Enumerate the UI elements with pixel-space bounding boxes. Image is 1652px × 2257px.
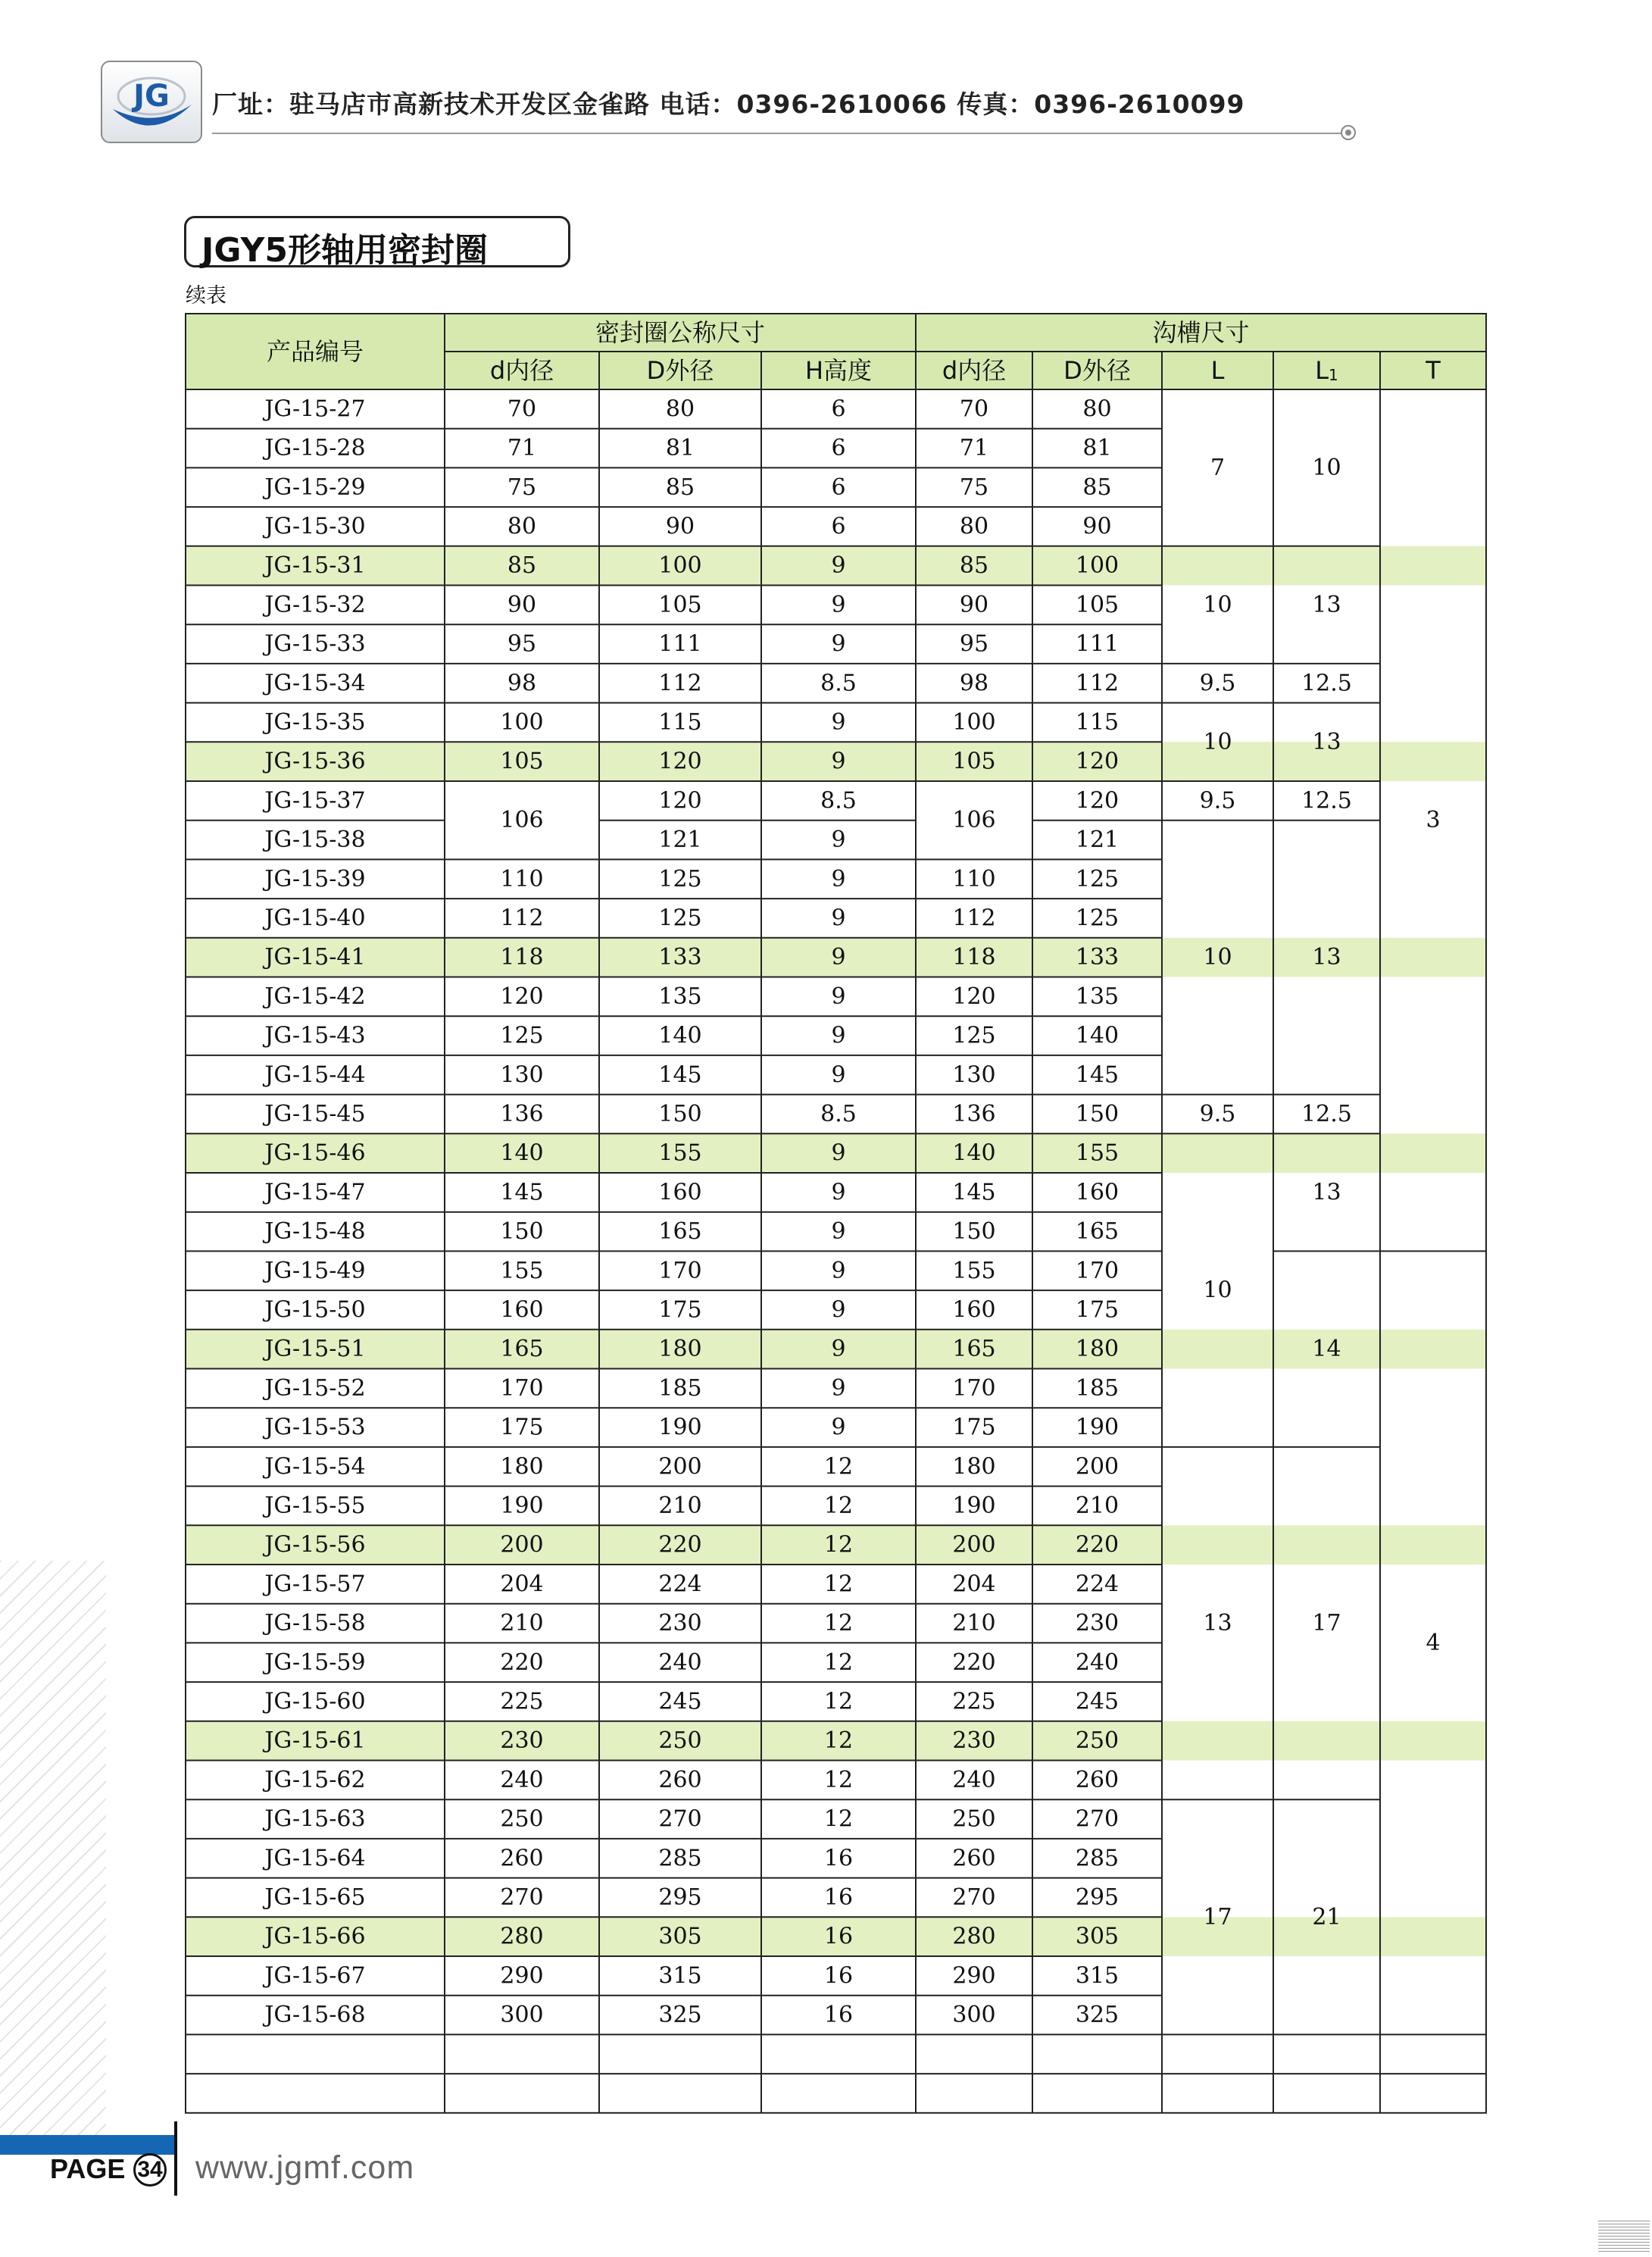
size-cell: 136 <box>952 1100 996 1127</box>
groove-L1-cell: 12.5 <box>1301 670 1352 697</box>
size-cell: 121 <box>658 827 702 854</box>
size-cell: 118 <box>952 944 996 971</box>
size-cell: 120 <box>658 787 702 814</box>
size-cell: 155 <box>1075 1139 1120 1167</box>
size-cell: 245 <box>658 1688 702 1715</box>
size-cell: 6 <box>831 435 846 462</box>
product-code-cell: JG-15-41 <box>264 944 366 971</box>
product-code-cell: JG-15-58 <box>264 1610 366 1637</box>
product-code-cell: JG-15-56 <box>264 1531 366 1558</box>
size-cell: 106 <box>500 807 544 834</box>
groove-L-cell: 7 <box>1210 454 1226 481</box>
size-cell: 8.5 <box>820 1100 857 1127</box>
size-cell: 180 <box>658 1336 702 1363</box>
size-cell: 90 <box>1082 513 1112 540</box>
groove-L1-cell: 12.5 <box>1301 1100 1352 1127</box>
size-cell: 110 <box>500 865 544 892</box>
size-cell: 100 <box>1075 552 1120 580</box>
size-cell: 16 <box>823 1962 854 1990</box>
size-cell: 240 <box>658 1649 702 1676</box>
size-cell: 90 <box>959 591 989 618</box>
size-cell: 70 <box>507 395 537 423</box>
product-code-cell: JG-15-43 <box>264 1022 366 1049</box>
size-cell: 305 <box>1075 1923 1120 1950</box>
size-cell: 230 <box>1075 1610 1120 1637</box>
size-cell: 120 <box>952 983 996 1010</box>
size-cell: 270 <box>1075 1805 1120 1833</box>
size-cell: 140 <box>1075 1022 1120 1049</box>
product-code-cell: JG-15-39 <box>264 865 366 892</box>
footer-divider <box>174 2121 177 2196</box>
size-cell: 170 <box>952 1374 996 1402</box>
product-code-cell: JG-15-50 <box>264 1296 366 1324</box>
size-cell: 200 <box>500 1531 544 1558</box>
logo-text: JG <box>133 79 170 114</box>
size-cell: 81 <box>1082 435 1112 462</box>
size-cell: 98 <box>507 670 537 697</box>
size-cell: 225 <box>952 1688 996 1715</box>
size-cell: 190 <box>952 1492 996 1519</box>
size-cell: 260 <box>500 1845 544 1872</box>
size-cell: 125 <box>952 1022 996 1049</box>
size-cell: 106 <box>952 807 996 834</box>
size-cell: 270 <box>952 1883 996 1911</box>
size-cell: 80 <box>507 513 537 540</box>
decorative-stripes <box>0 1561 106 2137</box>
groove-L-cell: 9.5 <box>1199 787 1236 814</box>
size-cell: 120 <box>658 748 702 775</box>
size-cell: 12 <box>823 1805 854 1833</box>
size-cell: 190 <box>1075 1414 1120 1441</box>
product-code-cell: JG-15-29 <box>264 474 366 501</box>
size-cell: 125 <box>1075 865 1120 892</box>
product-code-cell: JG-15-63 <box>264 1805 366 1833</box>
size-cell: 210 <box>952 1610 996 1637</box>
size-cell: 6 <box>831 474 846 501</box>
size-cell: 85 <box>507 552 537 580</box>
size-cell: 224 <box>1075 1571 1120 1598</box>
size-cell: 210 <box>500 1610 544 1637</box>
product-code-cell: JG-15-59 <box>264 1649 366 1676</box>
size-cell: 133 <box>1075 944 1120 971</box>
size-cell: 9 <box>831 1374 846 1402</box>
continuation-label: 续表 <box>186 284 226 308</box>
size-cell: 170 <box>1075 1257 1120 1284</box>
size-cell: 9 <box>831 552 846 580</box>
size-cell: 315 <box>658 1962 702 1990</box>
size-cell: 260 <box>1075 1766 1120 1793</box>
size-cell: 170 <box>500 1374 544 1402</box>
size-cell: 145 <box>658 1061 702 1089</box>
size-cell: 16 <box>823 2002 854 2029</box>
size-cell: 220 <box>1075 1531 1120 1558</box>
product-code-cell: JG-15-31 <box>264 552 366 580</box>
size-cell: 70 <box>959 395 989 423</box>
size-cell: 80 <box>665 395 695 423</box>
size-cell: 150 <box>658 1100 702 1127</box>
groove-L1-cell: 14 <box>1312 1336 1341 1363</box>
size-cell: 12 <box>823 1571 854 1598</box>
size-cell: 180 <box>952 1453 996 1480</box>
size-cell: 85 <box>959 552 989 580</box>
groove-L1-cell: 17 <box>1312 1610 1341 1637</box>
size-cell: 130 <box>952 1061 996 1089</box>
product-code-cell: JG-15-53 <box>264 1414 366 1441</box>
size-cell: 9 <box>831 708 846 736</box>
product-code-cell: JG-15-35 <box>264 708 366 736</box>
size-cell: 295 <box>658 1883 702 1911</box>
size-cell: 12 <box>823 1688 854 1715</box>
size-cell: 16 <box>823 1883 854 1911</box>
product-code-cell: JG-15-28 <box>264 435 366 462</box>
product-code-cell: JG-15-54 <box>264 1453 366 1480</box>
size-cell: 210 <box>1075 1492 1120 1519</box>
page-label: PAGE <box>50 2153 126 2184</box>
size-cell: 95 <box>959 630 989 658</box>
product-code-cell: JG-15-48 <box>264 1218 366 1246</box>
size-cell: 285 <box>1075 1845 1120 1872</box>
size-cell: 9 <box>831 630 846 658</box>
size-cell: 190 <box>658 1414 702 1441</box>
size-cell: 250 <box>500 1805 544 1833</box>
groove-T-cell: 3 <box>1426 807 1441 834</box>
size-cell: 112 <box>952 905 996 932</box>
website-url: www.jgmf.com <box>195 2149 415 2186</box>
size-cell: 98 <box>959 670 989 697</box>
size-cell: 125 <box>1075 905 1120 932</box>
product-code-cell: JG-15-38 <box>264 827 366 854</box>
header-col-5: D外径 <box>1063 356 1131 385</box>
size-cell: 220 <box>952 1649 996 1676</box>
size-cell: 240 <box>500 1766 544 1793</box>
size-cell: 121 <box>1075 827 1120 854</box>
groove-L1-cell: 13 <box>1312 1179 1341 1206</box>
size-cell: 260 <box>658 1766 702 1793</box>
product-code-cell: JG-15-68 <box>264 2002 366 2029</box>
size-cell: 135 <box>658 983 702 1010</box>
product-code-cell: JG-15-49 <box>264 1257 366 1284</box>
size-cell: 225 <box>500 1688 544 1715</box>
size-cell: 105 <box>658 591 702 618</box>
size-cell: 200 <box>952 1531 996 1558</box>
size-cell: 170 <box>658 1257 702 1284</box>
size-cell: 9 <box>831 1336 846 1363</box>
size-cell: 100 <box>500 708 544 736</box>
size-cell: 8.5 <box>820 670 857 697</box>
size-cell: 260 <box>952 1845 996 1872</box>
product-code-cell: JG-15-30 <box>264 513 366 540</box>
size-cell: 165 <box>952 1336 996 1363</box>
size-cell: 12 <box>823 1766 854 1793</box>
size-cell: 270 <box>500 1883 544 1911</box>
size-cell: 125 <box>500 1022 544 1049</box>
product-code-cell: JG-15-45 <box>264 1100 366 1127</box>
size-cell: 155 <box>658 1139 702 1167</box>
size-cell: 295 <box>1075 1883 1120 1911</box>
size-cell: 120 <box>500 983 544 1010</box>
header-col-3: H高度 <box>804 356 873 385</box>
product-code-cell: JG-15-27 <box>264 395 366 423</box>
groove-L-cell: 17 <box>1203 1903 1232 1930</box>
size-cell: 105 <box>952 748 996 775</box>
product-code-cell: JG-15-40 <box>264 905 366 932</box>
size-cell: 305 <box>658 1923 702 1950</box>
size-cell: 155 <box>500 1257 544 1284</box>
product-code-cell: JG-15-42 <box>264 983 366 1010</box>
product-code-cell: JG-15-57 <box>264 1571 366 1598</box>
header-product-code: 产品编号 <box>266 337 364 366</box>
size-cell: 100 <box>952 708 996 736</box>
product-code-cell: JG-15-60 <box>264 1688 366 1715</box>
size-cell: 210 <box>658 1492 702 1519</box>
size-cell: 85 <box>1082 474 1112 501</box>
size-cell: 300 <box>500 2002 544 2029</box>
size-cell: 165 <box>1075 1218 1120 1246</box>
size-cell: 95 <box>507 630 537 658</box>
product-code-cell: JG-15-46 <box>264 1139 366 1167</box>
size-cell: 230 <box>952 1727 996 1755</box>
size-cell: 325 <box>1075 2002 1120 2029</box>
size-cell: 165 <box>658 1218 702 1246</box>
size-cell: 280 <box>500 1923 544 1950</box>
product-code-cell: JG-15-52 <box>264 1374 366 1402</box>
header-col-6: L <box>1210 356 1225 385</box>
product-code-cell: JG-15-44 <box>264 1061 366 1089</box>
size-cell: 120 <box>1075 748 1120 775</box>
size-cell: 75 <box>959 474 989 501</box>
size-cell: 12 <box>823 1453 854 1480</box>
size-cell: 145 <box>1075 1061 1120 1089</box>
corner-watermark <box>1598 2220 1650 2252</box>
page-title: JGY5形轴用密封圈 <box>201 231 488 270</box>
groove-L-cell: 10 <box>1203 944 1232 971</box>
size-cell: 105 <box>500 748 544 775</box>
product-code-cell: JG-15-37 <box>264 787 366 814</box>
header-col-8: T <box>1426 356 1441 385</box>
size-cell: 190 <box>500 1492 544 1519</box>
size-cell: 175 <box>952 1414 996 1441</box>
size-cell: 175 <box>658 1296 702 1324</box>
size-cell: 250 <box>952 1805 996 1833</box>
size-cell: 71 <box>959 435 989 462</box>
size-cell: 9 <box>831 1061 846 1089</box>
size-cell: 9 <box>831 827 846 854</box>
groove-L1-cell: 21 <box>1312 1903 1341 1930</box>
header-groove-group: 沟槽尺寸 <box>1152 318 1250 347</box>
size-cell: 9 <box>831 591 846 618</box>
size-cell: 12 <box>823 1610 854 1637</box>
groove-L-cell: 9.5 <box>1199 670 1236 697</box>
size-cell: 80 <box>1082 395 1112 423</box>
size-cell: 160 <box>658 1179 702 1206</box>
size-cell: 9 <box>831 1218 846 1246</box>
product-code-cell: JG-15-34 <box>264 670 366 697</box>
size-cell: 16 <box>823 1845 854 1872</box>
size-cell: 185 <box>658 1374 702 1402</box>
size-cell: 315 <box>1075 1962 1120 1990</box>
size-cell: 224 <box>658 1571 702 1598</box>
size-cell: 230 <box>658 1610 702 1637</box>
size-cell: 111 <box>658 630 702 658</box>
groove-L-cell: 10 <box>1203 1277 1232 1304</box>
size-cell: 90 <box>507 591 537 618</box>
size-cell: 112 <box>500 905 544 932</box>
size-cell: 140 <box>500 1139 544 1167</box>
company-contact-line: 厂址：驻马店市高新技术开发区金雀路 电话：0396-2610066 传真：0396-2610099 <box>212 89 1245 119</box>
product-code-cell: JG-15-67 <box>264 1962 366 1990</box>
size-cell: 136 <box>500 1100 544 1127</box>
product-code-cell: JG-15-55 <box>264 1492 366 1519</box>
size-cell: 112 <box>1075 670 1120 697</box>
size-cell: 175 <box>500 1414 544 1441</box>
product-code-cell: JG-15-62 <box>264 1766 366 1793</box>
size-cell: 80 <box>959 513 989 540</box>
size-cell: 204 <box>500 1571 544 1598</box>
size-cell: 90 <box>665 513 695 540</box>
groove-L-cell: 10 <box>1203 591 1232 618</box>
size-cell: 71 <box>507 435 537 462</box>
size-cell: 250 <box>1075 1727 1120 1755</box>
size-cell: 300 <box>952 2002 996 2029</box>
size-cell: 6 <box>831 513 846 540</box>
groove-L-cell: 13 <box>1203 1610 1232 1637</box>
size-cell: 130 <box>500 1061 544 1089</box>
size-cell: 9 <box>831 1257 846 1284</box>
size-cell: 110 <box>952 865 996 892</box>
size-cell: 160 <box>1075 1179 1120 1206</box>
size-cell: 135 <box>1075 983 1120 1010</box>
size-cell: 280 <box>952 1923 996 1950</box>
size-cell: 6 <box>831 395 846 423</box>
size-cell: 120 <box>1075 787 1120 814</box>
size-cell: 160 <box>952 1296 996 1324</box>
product-code-cell: JG-15-36 <box>264 748 366 775</box>
header-nominal-group: 密封圈公称尺寸 <box>595 318 766 347</box>
header-col-4: d内径 <box>942 356 1007 385</box>
size-cell: 160 <box>500 1296 544 1324</box>
size-cell: 200 <box>1075 1453 1120 1480</box>
product-code-cell: JG-15-32 <box>264 591 366 618</box>
size-cell: 12 <box>823 1649 854 1676</box>
product-code-cell: JG-15-64 <box>264 1845 366 1872</box>
product-code-cell: JG-15-47 <box>264 1179 366 1206</box>
size-cell: 133 <box>658 944 702 971</box>
groove-L-cell: 10 <box>1203 728 1232 755</box>
size-cell: 180 <box>500 1453 544 1480</box>
size-cell: 230 <box>500 1727 544 1755</box>
groove-L1-cell: 13 <box>1312 728 1341 755</box>
size-cell: 81 <box>665 435 695 462</box>
groove-L1-cell: 12.5 <box>1301 787 1352 814</box>
size-cell: 150 <box>1075 1100 1120 1127</box>
size-cell: 165 <box>500 1336 544 1363</box>
size-cell: 115 <box>1075 708 1120 736</box>
product-code-cell: JG-15-65 <box>264 1883 366 1911</box>
size-cell: 290 <box>500 1962 544 1990</box>
groove-T-cell: 4 <box>1426 1629 1441 1656</box>
product-code-cell: JG-15-61 <box>264 1727 366 1755</box>
size-cell: 9 <box>831 944 846 971</box>
size-cell: 9 <box>831 1022 846 1049</box>
size-cell: 240 <box>952 1766 996 1793</box>
size-cell: 270 <box>658 1805 702 1833</box>
size-cell: 111 <box>1075 630 1120 658</box>
header-col-L1: L1 <box>1315 356 1338 385</box>
size-cell: 9 <box>831 1414 846 1441</box>
size-cell: 145 <box>952 1179 996 1206</box>
product-code-cell: JG-15-33 <box>264 630 366 658</box>
header-col-1: d内径 <box>489 356 554 385</box>
size-cell: 8.5 <box>820 787 857 814</box>
size-cell: 240 <box>1075 1649 1120 1676</box>
size-cell: 9 <box>831 1179 846 1206</box>
size-cell: 9 <box>831 865 846 892</box>
size-cell: 125 <box>658 865 702 892</box>
size-cell: 220 <box>658 1531 702 1558</box>
size-cell: 180 <box>1075 1336 1120 1363</box>
groove-L1-cell: 10 <box>1312 454 1341 481</box>
size-cell: 150 <box>952 1218 996 1246</box>
size-cell: 115 <box>658 708 702 736</box>
size-cell: 12 <box>823 1492 854 1519</box>
size-cell: 250 <box>658 1727 702 1755</box>
product-code-cell: JG-15-51 <box>264 1336 366 1363</box>
size-cell: 12 <box>823 1727 854 1755</box>
size-cell: 118 <box>500 944 544 971</box>
header-col-2: D外径 <box>646 356 714 385</box>
size-cell: 16 <box>823 1923 854 1950</box>
footer-accent-bar <box>0 2135 176 2155</box>
size-cell: 175 <box>1075 1296 1120 1324</box>
size-cell: 200 <box>658 1453 702 1480</box>
size-cell: 155 <box>952 1257 996 1284</box>
size-cell: 9 <box>831 983 846 1010</box>
size-cell: 145 <box>500 1179 544 1206</box>
size-cell: 100 <box>658 552 702 580</box>
size-cell: 140 <box>658 1022 702 1049</box>
size-cell: 140 <box>952 1139 996 1167</box>
size-cell: 150 <box>500 1218 544 1246</box>
groove-L-cell: 9.5 <box>1199 1100 1236 1127</box>
size-cell: 185 <box>1075 1374 1120 1402</box>
size-cell: 85 <box>665 474 695 501</box>
size-cell: 12 <box>823 1531 854 1558</box>
size-cell: 125 <box>658 905 702 932</box>
size-cell: 9 <box>831 1296 846 1324</box>
size-cell: 112 <box>658 670 702 697</box>
size-cell: 290 <box>952 1962 996 1990</box>
groove-L1-cell: 13 <box>1312 944 1341 971</box>
size-cell: 245 <box>1075 1688 1120 1715</box>
page-number: 34 <box>133 2153 167 2187</box>
size-cell: 105 <box>1075 591 1120 618</box>
groove-L1-cell: 13 <box>1312 591 1341 618</box>
size-cell: 75 <box>507 474 537 501</box>
size-cell: 220 <box>500 1649 544 1676</box>
size-cell: 325 <box>658 2002 702 2029</box>
size-cell: 9 <box>831 905 846 932</box>
product-code-cell: JG-15-66 <box>264 1923 366 1950</box>
size-cell: 9 <box>831 1139 846 1167</box>
size-cell: 204 <box>952 1571 996 1598</box>
size-cell: 285 <box>658 1845 702 1872</box>
size-cell: 9 <box>831 748 846 775</box>
